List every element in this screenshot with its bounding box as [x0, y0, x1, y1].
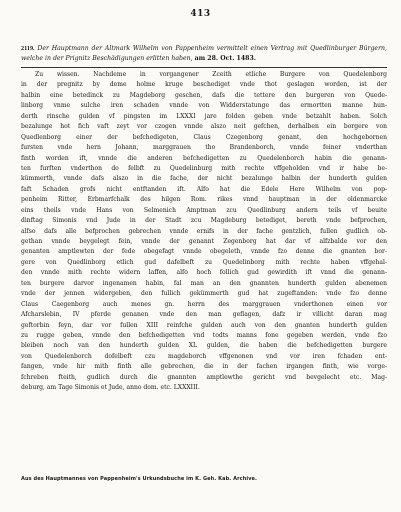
body-line: alfso dafs alle befprochen gebrechen vnnde ernifs in der fache gentzlich, fullen gudlich ob-: [21, 227, 387, 235]
body-line: gere von Quedlinborg etlich gud dafelbeft zu Quedelinborg mith rechte haben vffgehal-: [21, 258, 387, 266]
document-date: am 28. Oct. 1483.: [194, 55, 256, 62]
body-line: kümmerth, vnnde dafs alszo in die fache, der nicht bezalunge halbin der hunderth gulden: [21, 175, 387, 183]
document-title: Der Hauptmann der Altmark Wilhelm von Pappenheim vermittelt einen Vertrag mit Quedlinburger Bürgern, welche in der Prignitz Beschädigungen erlitten haben,: [21, 45, 387, 62]
body-line: von Quedelenborch dofelbeft czu magdeborch vffgenonen vnd vor iren fchaden ent-: [21, 352, 387, 360]
body-line: in der pregnitz by deme holme kruge beschediget vnde thot geslagen worden, ist der: [21, 81, 387, 89]
body-line: Claus Caegenborg auch menes gn. herrn des marggrauen vnderthonen einen vor: [21, 300, 387, 308]
body-line: halbin eine betedinck zu Magdeborg geschen, dafs die tettere den burgeren von Quede-: [21, 91, 387, 99]
body-line: Quedlenborg einer der befchedigeten, Claus Czegenborg genant, den hochgebornen: [21, 133, 387, 141]
body-line: linborg vnme sulche iren schaden vnnde von Widderstatunge das ermortten manne hun-: [21, 102, 387, 110]
body-line: faft Schaden grofs nicht entftanden ift. Alfo hat die Edele Here Wilhelm von pop-: [21, 185, 387, 193]
document-heading: [21, 44, 387, 64]
body-line: fursten vnde hern Johann, marggrauen tho Brandenborch, vnnde feiner vnderthan: [21, 144, 387, 152]
heading-divider: [21, 67, 387, 68]
body-line: zu rugge geben, vnnde den befchedigetten vnd todts manns fone gegeben werden, vnde fzo: [21, 331, 387, 339]
body-line: fangen, vnde hir mith finth alle gebrechen, die in der fachen irgangen finth, wie vorge-: [21, 363, 387, 371]
page-number: 413: [190, 9, 211, 19]
body-line: fchreben fteith, gudlich durch die gnannten amptlewthe gericht vnd bevgelecht etc. Mag-: [21, 373, 387, 381]
body-line: eins theils vnde Hans von Selmenich Amptman zcu Quedlinburg andern teils vf beuite: [21, 206, 387, 214]
body-line: Afcharslebin, IV pferde genanen vnde den man geflagen, dafz ir villicht daran mag: [21, 311, 387, 319]
body-line: penheim Ritter, Erbmarfchalk des hilgen Rom. rikes vnnd hauptman in der oldenmarcke: [21, 196, 387, 204]
body-line: dinftag Simonis vnd Jude in der Stadt zcu Magdeburg betediget, bereth vnde befprochen,: [21, 217, 387, 225]
body-line: Zu wissen. Nachdeme in vorgangener Zceith etliche Burgere von Quedelenborg: [35, 71, 387, 78]
document-number: 2119.: [21, 45, 35, 52]
body-line: genanten amptlewten der fede obegefagt vnnde obegeleth, vnnde fzo denne die gnanten bor-: [21, 248, 387, 256]
body-line: geftorbin feyn, dar vor fullen XIII reinfche gulden auch von den gnanten hunderth gulden: [21, 321, 387, 329]
body-line: vnde der jennen widergeben, den fullich gekümmerth gud hat zugeftanden: vnde fzo denne: [21, 290, 387, 298]
body-line: deburg, am Tage Simonis et Jude, anno dom. etc. LXXXIII.: [21, 384, 200, 392]
document-body: [21, 70, 387, 394]
body-line: gethan vnnde beygelegt fein, vnnde der genannt Zegenborg hat dar vf alfzbalde vor den: [21, 238, 387, 245]
body-line: finth worden ift, vnnde die anderen befchedigetten zu Quedelenborch habin die genann-: [21, 154, 387, 162]
body-line: ten burgere darvor ingenamen habin, fal man an den gnannten hunderth gulden abenemen: [21, 279, 387, 287]
body-line: derth rinsche gulden vf pingsten im LXXXI jare folden geben vnde betzahlt haben. Solch: [21, 112, 387, 120]
body-line: ten furften vnderthon do felbft zu Quedelinburg mith rechte vffgeholden vnd ir habe be-: [21, 164, 387, 172]
source-note: Aus des Hauptmannes von Pappenheim's Urkundsbuche im K. Geh. Kab. Archive.: [21, 476, 258, 482]
body-line: bezalunge hot fich vaft zeyt vor czogen vnnde alszo neit gefchen, derhalben ein borgere von: [21, 123, 387, 131]
body-line: bleiben noch van den hunderth gulden XL gulden, die haben die befchedigetten burgere: [21, 342, 387, 350]
body-line: den vnnde mith rechte widern laffen, alfo hoch follich gud gewirdith ift vnnd die genann-: [21, 269, 387, 277]
